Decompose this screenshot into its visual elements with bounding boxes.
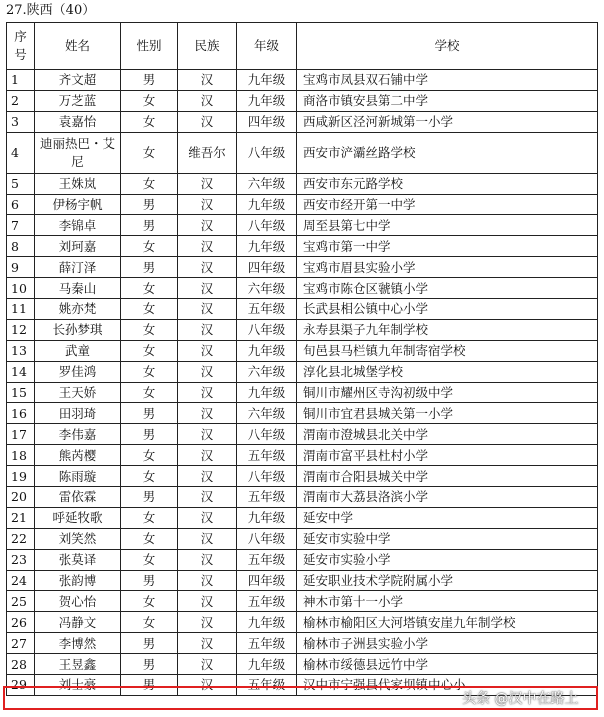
cell-name: 贺心怡 [35, 591, 121, 612]
cell-school: 周至县第七中学 [297, 215, 598, 236]
cell-name: 李博然 [35, 633, 121, 654]
cell-school: 永寿县渠子九年制学校 [297, 319, 598, 340]
cell-index: 5 [7, 173, 35, 194]
cell-school: 榆林市绥德县远竹中学 [297, 654, 598, 675]
cell-school: 旬邑县马栏镇九年制寄宿学校 [297, 340, 598, 361]
cell-index: 21 [7, 507, 35, 528]
cell-grade: 五年级 [237, 591, 297, 612]
table-row [7, 194, 598, 215]
cell-gender: 男 [121, 570, 178, 591]
cell-name: 李伟嘉 [35, 424, 121, 445]
cell-grade: 六年级 [237, 403, 297, 424]
table-row [7, 633, 598, 654]
table-row [7, 424, 598, 445]
cell-gender: 女 [121, 173, 178, 194]
cell-school: 铜川市宜君县城关第一小学 [297, 403, 598, 424]
cell-grade: 九年级 [237, 654, 297, 675]
table-row [7, 466, 598, 487]
cell-index: 26 [7, 612, 35, 633]
cell-index: 18 [7, 445, 35, 466]
cell-school: 淳化县北城堡学校 [297, 361, 598, 382]
table-row [7, 340, 598, 361]
cell-grade: 九年级 [237, 340, 297, 361]
cell-index: 19 [7, 466, 35, 487]
cell-gender: 女 [121, 236, 178, 257]
cell-grade: 五年级 [237, 633, 297, 654]
table-row [7, 507, 598, 528]
cell-ethnicity: 汉 [178, 382, 237, 403]
cell-gender: 女 [121, 528, 178, 549]
cell-name: 王天娇 [35, 382, 121, 403]
cell-grade: 八年级 [237, 466, 297, 487]
cell-index: 15 [7, 382, 35, 403]
cell-gender: 男 [121, 215, 178, 236]
cell-ethnicity: 汉 [178, 361, 237, 382]
section-heading: 27.陕西（40） [6, 3, 96, 18]
cell-grade: 四年级 [237, 570, 297, 591]
cell-index: 24 [7, 570, 35, 591]
cell-gender: 女 [121, 612, 178, 633]
cell-name: 张韵博 [35, 570, 121, 591]
cell-index: 8 [7, 236, 35, 257]
column-header-index: 序号 [7, 23, 35, 70]
cell-gender: 男 [121, 487, 178, 508]
cell-gender: 男 [121, 424, 178, 445]
cell-gender: 男 [121, 654, 178, 675]
cell-ethnicity: 汉 [178, 507, 237, 528]
cell-school: 神木市第十一小学 [297, 591, 598, 612]
table-row [7, 299, 598, 320]
table-row [7, 487, 598, 508]
cell-school: 宝鸡市眉县实验小学 [297, 257, 598, 278]
cell-gender: 女 [121, 507, 178, 528]
cell-gender: 男 [121, 403, 178, 424]
table-row [7, 654, 598, 675]
cell-index: 28 [7, 654, 35, 675]
cell-gender: 女 [121, 111, 178, 132]
table-row [7, 257, 598, 278]
cell-index: 9 [7, 257, 35, 278]
cell-school: 西安市东元路学校 [297, 173, 598, 194]
cell-ethnicity: 汉 [178, 236, 237, 257]
cell-name: 刘士豪 [35, 675, 121, 696]
cell-ethnicity: 汉 [178, 70, 237, 91]
cell-grade: 六年级 [237, 361, 297, 382]
cell-gender: 女 [121, 361, 178, 382]
table-row [7, 111, 598, 132]
cell-school: 渭南市合阳县城关中学 [297, 466, 598, 487]
cell-ethnicity: 汉 [178, 257, 237, 278]
table-row [7, 445, 598, 466]
cell-ethnicity: 汉 [178, 445, 237, 466]
cell-grade: 四年级 [237, 257, 297, 278]
column-header-school: 学校 [297, 23, 598, 70]
cell-name: 熊芮樱 [35, 445, 121, 466]
cell-gender: 男 [121, 70, 178, 91]
table-row [7, 591, 598, 612]
table-row [7, 382, 598, 403]
cell-index: 17 [7, 424, 35, 445]
table-row [7, 403, 598, 424]
cell-index: 25 [7, 591, 35, 612]
cell-school: 长武县相公镇中心小学 [297, 299, 598, 320]
cell-school: 延安市实验小学 [297, 549, 598, 570]
cell-grade: 五年级 [237, 487, 297, 508]
cell-name: 刘笑然 [35, 528, 121, 549]
cell-grade: 九年级 [237, 70, 297, 91]
cell-ethnicity: 汉 [178, 90, 237, 111]
cell-grade: 八年级 [237, 424, 297, 445]
cell-index: 27 [7, 633, 35, 654]
cell-index: 16 [7, 403, 35, 424]
cell-ethnicity: 汉 [178, 570, 237, 591]
cell-ethnicity: 汉 [178, 319, 237, 340]
cell-name: 张莫译 [35, 549, 121, 570]
cell-ethnicity: 汉 [178, 173, 237, 194]
cell-name: 姚亦梵 [35, 299, 121, 320]
cell-index: 12 [7, 319, 35, 340]
table-row [7, 215, 598, 236]
cell-school: 渭南市富平县杜村小学 [297, 445, 598, 466]
cell-ethnicity: 汉 [178, 549, 237, 570]
cell-index: 10 [7, 278, 35, 299]
cell-name: 罗佳鸿 [35, 361, 121, 382]
cell-gender: 女 [121, 278, 178, 299]
cell-index: 6 [7, 194, 35, 215]
cell-grade: 九年级 [237, 90, 297, 111]
cell-grade: 八年级 [237, 528, 297, 549]
column-header-gender: 性别 [121, 23, 178, 70]
cell-name: 迪丽热巴・艾尼 [35, 132, 121, 173]
table-row [7, 90, 598, 111]
cell-name: 万芝蓝 [35, 90, 121, 111]
cell-ethnicity: 汉 [178, 487, 237, 508]
cell-name: 马秦山 [35, 278, 121, 299]
cell-index: 23 [7, 549, 35, 570]
cell-school: 延安中学 [297, 507, 598, 528]
cell-school: 延安市实验中学 [297, 528, 598, 549]
cell-index: 22 [7, 528, 35, 549]
cell-index: 14 [7, 361, 35, 382]
cell-index: 1 [7, 70, 35, 91]
cell-gender: 男 [121, 194, 178, 215]
student-table [6, 22, 598, 696]
cell-gender: 女 [121, 382, 178, 403]
cell-grade: 九年级 [237, 612, 297, 633]
cell-grade: 五年级 [237, 675, 297, 696]
cell-grade: 五年级 [237, 445, 297, 466]
column-header-grade: 年级 [237, 23, 297, 70]
cell-gender: 女 [121, 340, 178, 361]
table-row [7, 132, 598, 173]
cell-name: 王昱鑫 [35, 654, 121, 675]
column-header-name: 姓名 [35, 23, 121, 70]
table-row [7, 612, 598, 633]
cell-school: 延安职业技术学院附属小学 [297, 570, 598, 591]
cell-name: 伊杨宇帆 [35, 194, 121, 215]
cell-school: 榆林市榆阳区大河塔镇安崖九年制学校 [297, 612, 598, 633]
cell-school: 宝鸡市凤县双石铺中学 [297, 70, 598, 91]
cell-name: 王姝岚 [35, 173, 121, 194]
cell-grade: 八年级 [237, 132, 297, 173]
cell-gender: 女 [121, 299, 178, 320]
cell-school: 宝鸡市第一中学 [297, 236, 598, 257]
watermark: 头条 @汉中在路上 [462, 691, 579, 707]
cell-grade: 六年级 [237, 173, 297, 194]
table-row [7, 236, 598, 257]
cell-gender: 女 [121, 549, 178, 570]
cell-index: 29 [7, 675, 35, 696]
table-row [7, 70, 598, 91]
cell-ethnicity: 汉 [178, 194, 237, 215]
cell-index: 13 [7, 340, 35, 361]
cell-gender: 女 [121, 591, 178, 612]
cell-gender: 男 [121, 257, 178, 278]
cell-grade: 五年级 [237, 299, 297, 320]
cell-grade: 九年级 [237, 236, 297, 257]
cell-school: 渭南市大荔县洛滨小学 [297, 487, 598, 508]
cell-grade: 四年级 [237, 111, 297, 132]
cell-grade: 八年级 [237, 215, 297, 236]
cell-index: 7 [7, 215, 35, 236]
cell-ethnicity: 汉 [178, 675, 237, 696]
cell-grade: 九年级 [237, 194, 297, 215]
cell-index: 11 [7, 299, 35, 320]
cell-index: 2 [7, 90, 35, 111]
cell-gender: 男 [121, 633, 178, 654]
cell-ethnicity: 汉 [178, 403, 237, 424]
cell-school: 铜川市耀州区寺沟初级中学 [297, 382, 598, 403]
cell-school: 西安市经开第一中学 [297, 194, 598, 215]
table-row [7, 549, 598, 570]
cell-ethnicity: 汉 [178, 528, 237, 549]
cell-index: 3 [7, 111, 35, 132]
table-row [7, 570, 598, 591]
table-header-row [7, 23, 598, 70]
cell-name: 齐文超 [35, 70, 121, 91]
cell-school: 西咸新区泾河新城第一小学 [297, 111, 598, 132]
cell-ethnicity: 汉 [178, 612, 237, 633]
table-row [7, 528, 598, 549]
cell-name: 刘珂嘉 [35, 236, 121, 257]
cell-grade: 八年级 [237, 319, 297, 340]
cell-name: 田羽琦 [35, 403, 121, 424]
cell-ethnicity: 汉 [178, 299, 237, 320]
cell-gender: 男 [121, 675, 178, 696]
table-row [7, 319, 598, 340]
cell-name: 薛汀泽 [35, 257, 121, 278]
cell-name: 雷依霖 [35, 487, 121, 508]
table-row [7, 361, 598, 382]
cell-index: 20 [7, 487, 35, 508]
cell-name: 长孙梦琪 [35, 319, 121, 340]
cell-school: 宝鸡市陈仓区虢镇小学 [297, 278, 598, 299]
cell-ethnicity: 汉 [178, 654, 237, 675]
cell-name: 李锦卓 [35, 215, 121, 236]
cell-ethnicity: 汉 [178, 340, 237, 361]
cell-gender: 女 [121, 445, 178, 466]
cell-ethnicity: 汉 [178, 591, 237, 612]
cell-name: 陈雨璇 [35, 466, 121, 487]
cell-ethnicity: 汉 [178, 111, 237, 132]
cell-grade: 五年级 [237, 549, 297, 570]
cell-gender: 女 [121, 319, 178, 340]
table-row [7, 278, 598, 299]
cell-ethnicity: 汉 [178, 215, 237, 236]
cell-ethnicity: 汉 [178, 633, 237, 654]
cell-grade: 九年级 [237, 382, 297, 403]
cell-name: 冯静文 [35, 612, 121, 633]
column-header-ethnicity: 民族 [178, 23, 237, 70]
cell-name: 武童 [35, 340, 121, 361]
cell-gender: 女 [121, 132, 178, 173]
cell-grade: 九年级 [237, 507, 297, 528]
cell-index: 4 [7, 132, 35, 173]
table-row [7, 173, 598, 194]
cell-school: 汉中市宁强县代家坝镇中心小 [297, 675, 598, 696]
cell-grade: 六年级 [237, 278, 297, 299]
cell-school: 渭南市澄城县北关中学 [297, 424, 598, 445]
cell-school: 西安市浐灞丝路学校 [297, 132, 598, 173]
cell-name: 袁嘉怡 [35, 111, 121, 132]
cell-school: 商洛市镇安县第二中学 [297, 90, 598, 111]
cell-name: 呼延牧歌 [35, 507, 121, 528]
cell-gender: 女 [121, 466, 178, 487]
cell-ethnicity: 维吾尔 [178, 132, 237, 173]
cell-ethnicity: 汉 [178, 278, 237, 299]
cell-ethnicity: 汉 [178, 466, 237, 487]
cell-ethnicity: 汉 [178, 424, 237, 445]
cell-school: 榆林市子洲县实验小学 [297, 633, 598, 654]
cell-gender: 女 [121, 90, 178, 111]
